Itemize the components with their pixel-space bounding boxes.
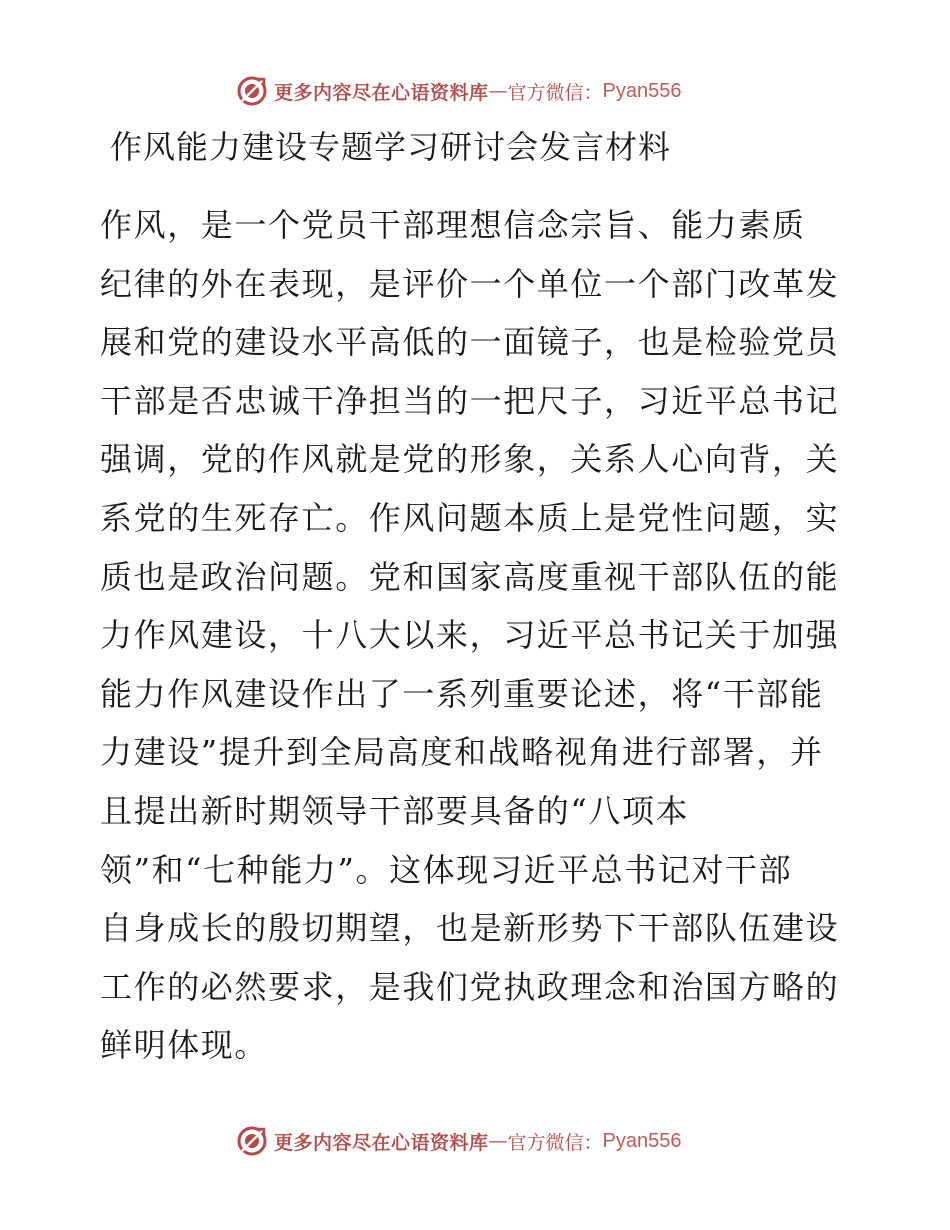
body-line: 纪律的外在表现，是评价一个单位一个部门改革发 (100, 264, 840, 303)
body-line: 干部是否忠诚干净担当的一把尺子，习近平总书记 (100, 381, 840, 420)
body-line: 强调，党的作风就是党的形象，关系人心向背，关 (100, 440, 840, 479)
body-line: 工作的必然要求，是我们党执政理念和治国方略的 (100, 967, 840, 1006)
body-line: 作风，是一个党员干部理想信念宗旨、能力素质 (100, 206, 806, 244)
watermark-site-text: 更多内容尽在心语资料库 (274, 81, 489, 104)
document-title: 作风能力建设专题学习研讨会发言材料 (110, 128, 672, 166)
body-line: 鲜明体现。 (100, 1026, 269, 1065)
body-line: 系党的生死存亡。作风问题本质上是党性问题，实 (100, 498, 840, 537)
watermark-label: 官方微信： (507, 81, 603, 104)
body-line: 力建设”提升到全局高度和战略视角进行部署，并 (100, 733, 824, 772)
watermark-account-id: Pyan556 (602, 79, 682, 102)
header-watermark (236, 74, 682, 108)
body-line: 领”和“七种能力”。这体现习近平总书记对干部 (100, 850, 793, 889)
watermark-dash: — (488, 80, 508, 102)
watermark-dash: — (488, 1130, 508, 1152)
seal-logo-icon (236, 75, 268, 107)
seal-logo-icon (236, 1125, 268, 1157)
watermark-label: 官方微信： (507, 1131, 603, 1154)
watermark-account-id: Pyan556 (602, 1129, 682, 1152)
document-body (100, 196, 860, 1075)
footer-watermark (236, 1124, 682, 1158)
body-line: 自身成长的殷切期望，也是新形势下干部队伍建设 (100, 909, 840, 948)
body-line: 展和党的建设水平高低的一面镜子，也是检验党员 (100, 323, 840, 362)
watermark-site-text: 更多内容尽在心语资料库 (274, 1131, 489, 1154)
body-line: 质也是政治问题。党和国家高度重视干部队伍的能 (100, 557, 840, 596)
body-line: 且提出新时期领导干部要具备的“八项本 (100, 791, 690, 830)
body-line: 力作风建设，十八大以来，习近平总书记关于加强 (100, 616, 840, 655)
body-line: 能力作风建设作出了一系列重要论述，将“干部能 (100, 674, 824, 713)
